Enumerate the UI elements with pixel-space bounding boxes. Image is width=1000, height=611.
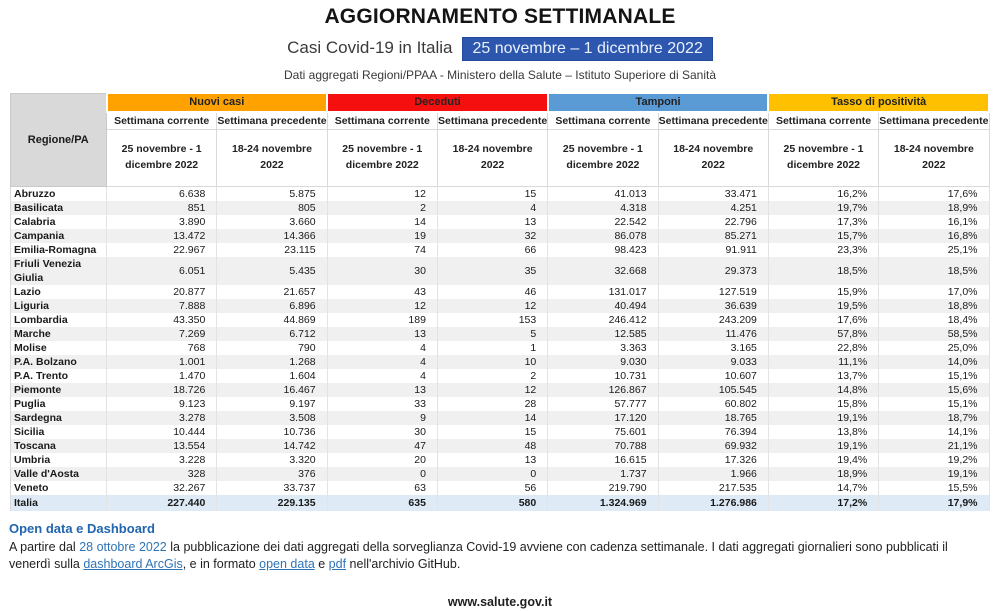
value-cell: 46 — [437, 285, 547, 299]
table-row — [11, 243, 990, 257]
subheader-previous: Settimana precedente — [879, 112, 989, 130]
region-name: Campania — [11, 229, 107, 243]
footer-paragraph — [9, 539, 991, 572]
value-cell: 1.737 — [548, 467, 658, 481]
value-cell: 5.875 — [217, 187, 327, 202]
value-cell: 4 — [327, 341, 437, 355]
region-name: Umbria — [11, 453, 107, 467]
value-cell: 16,1% — [879, 215, 989, 229]
value-cell: 19,1% — [768, 411, 878, 425]
value-cell: 11,1% — [768, 355, 878, 369]
region-name: Italia — [11, 495, 107, 511]
subheader-row — [11, 112, 990, 130]
value-cell: 56 — [437, 481, 547, 495]
value-cell: 15 — [437, 425, 547, 439]
pdf-link[interactable]: pdf — [328, 556, 347, 571]
value-cell: 1.966 — [658, 467, 768, 481]
value-cell: 17,9% — [879, 495, 989, 511]
value-cell: 32 — [437, 229, 547, 243]
date-previous: 18-24 novembre 2022 — [437, 130, 547, 187]
region-name: Liguria — [11, 299, 107, 313]
value-cell: 15,8% — [768, 397, 878, 411]
group-header-deceduti: Deceduti — [327, 94, 548, 112]
region-name: Sardegna — [11, 411, 107, 425]
value-cell: 9.033 — [658, 355, 768, 369]
value-cell: 3.278 — [107, 411, 217, 425]
value-cell: 25,0% — [879, 341, 989, 355]
table-row — [11, 299, 990, 313]
value-cell: 5.435 — [217, 257, 327, 285]
table-row — [11, 215, 990, 229]
value-cell: 1 — [437, 341, 547, 355]
subheader-previous: Settimana precedente — [437, 112, 547, 130]
region-name: P.A. Trento — [11, 369, 107, 383]
value-cell: 86.078 — [548, 229, 658, 243]
table-row — [11, 439, 990, 453]
value-cell: 19,5% — [768, 299, 878, 313]
value-cell: 6.896 — [217, 299, 327, 313]
value-cell: 36.639 — [658, 299, 768, 313]
value-cell: 16.615 — [548, 453, 658, 467]
value-cell: 11.476 — [658, 327, 768, 341]
value-cell: 4 — [327, 369, 437, 383]
value-cell: 10.731 — [548, 369, 658, 383]
value-cell: 75.601 — [548, 425, 658, 439]
value-cell: 13.472 — [107, 229, 217, 243]
value-cell: 19,1% — [879, 467, 989, 481]
value-cell: 43 — [327, 285, 437, 299]
value-cell: 17,0% — [879, 285, 989, 299]
value-cell: 4.318 — [548, 201, 658, 215]
value-cell: 9 — [327, 411, 437, 425]
region-name: Friuli Venezia Giulia — [11, 257, 107, 285]
total-row — [11, 495, 990, 511]
region-name: Lombardia — [11, 313, 107, 327]
table-row — [11, 369, 990, 383]
group-header-tasso-positivita: Tasso di positività — [768, 94, 989, 112]
region-name: Basilicata — [11, 201, 107, 215]
value-cell: 10.607 — [658, 369, 768, 383]
value-cell: 768 — [107, 341, 217, 355]
value-cell: 17.120 — [548, 411, 658, 425]
value-cell: 14.742 — [217, 439, 327, 453]
value-cell: 22.542 — [548, 215, 658, 229]
value-cell: 76.394 — [658, 425, 768, 439]
value-cell: 29.373 — [658, 257, 768, 285]
table-row — [11, 425, 990, 439]
value-cell: 9.123 — [107, 397, 217, 411]
value-cell: 23,3% — [768, 243, 878, 257]
value-cell: 47 — [327, 439, 437, 453]
value-cell: 14,0% — [879, 355, 989, 369]
value-cell: 14.366 — [217, 229, 327, 243]
group-header-row — [11, 94, 990, 112]
value-cell: 6.051 — [107, 257, 217, 285]
value-cell: 805 — [217, 201, 327, 215]
region-column-header: Regione/PA — [11, 94, 107, 187]
dashboard-arcgis-link[interactable]: dashboard ArcGis — [83, 556, 183, 571]
value-cell: 14,8% — [768, 383, 878, 397]
value-cell: 3.228 — [107, 453, 217, 467]
value-cell: 6.712 — [217, 327, 327, 341]
value-cell: 227.440 — [107, 495, 217, 511]
value-cell: 126.867 — [548, 383, 658, 397]
value-cell: 18,5% — [879, 257, 989, 285]
value-cell: 98.423 — [548, 243, 658, 257]
page-title: AGGIORNAMENTO SETTIMANALE — [324, 5, 676, 28]
value-cell: 16,8% — [879, 229, 989, 243]
subheader-current: Settimana corrente — [327, 112, 437, 130]
value-cell: 41.013 — [548, 187, 658, 202]
value-cell: 18.765 — [658, 411, 768, 425]
value-cell: 23.115 — [217, 243, 327, 257]
table-row — [11, 201, 990, 215]
region-name: P.A. Bolzano — [11, 355, 107, 369]
table-row — [11, 355, 990, 369]
value-cell: 58,5% — [879, 327, 989, 341]
value-cell: 7.269 — [107, 327, 217, 341]
value-cell: 18,9% — [768, 467, 878, 481]
value-cell: 12 — [327, 299, 437, 313]
site-url: www.salute.gov.it — [447, 595, 553, 610]
table-row — [11, 453, 990, 467]
value-cell: 15,6% — [879, 383, 989, 397]
value-cell: 9.030 — [548, 355, 658, 369]
value-cell: 13 — [437, 215, 547, 229]
value-cell: 3.363 — [548, 341, 658, 355]
value-cell: 6.638 — [107, 187, 217, 202]
table-row — [11, 285, 990, 299]
value-cell: 66 — [437, 243, 547, 257]
value-cell: 19,7% — [768, 201, 878, 215]
date-current: 25 novembre - 1 dicembre 2022 — [768, 130, 878, 187]
subheader-previous: Settimana precedente — [658, 112, 768, 130]
value-cell: 13 — [437, 453, 547, 467]
value-cell: 10 — [437, 355, 547, 369]
value-cell: 1.001 — [107, 355, 217, 369]
value-cell: 33 — [327, 397, 437, 411]
value-cell: 32.668 — [548, 257, 658, 285]
value-cell: 12 — [437, 383, 547, 397]
region-name: Emilia-Romagna — [11, 243, 107, 257]
value-cell: 17,2% — [768, 495, 878, 511]
group-header-tamponi: Tamponi — [548, 94, 769, 112]
subheader-current: Settimana corrente — [548, 112, 658, 130]
value-cell: 15,5% — [879, 481, 989, 495]
table-row — [11, 397, 990, 411]
table-row — [11, 257, 990, 285]
region-name: Molise — [11, 341, 107, 355]
value-cell: 48 — [437, 439, 547, 453]
value-cell: 16,2% — [768, 187, 878, 202]
value-cell: 30 — [327, 257, 437, 285]
date-previous: 18-24 novembre 2022 — [217, 130, 327, 187]
value-cell: 217.535 — [658, 481, 768, 495]
value-cell: 1.276.986 — [658, 495, 768, 511]
value-cell: 12 — [327, 187, 437, 202]
value-cell: 15,9% — [768, 285, 878, 299]
value-cell: 15,1% — [879, 397, 989, 411]
value-cell: 1.604 — [217, 369, 327, 383]
value-cell: 14,7% — [768, 481, 878, 495]
value-cell: 219.790 — [548, 481, 658, 495]
region-name: Piemonte — [11, 383, 107, 397]
value-cell: 153 — [437, 313, 547, 327]
value-cell: 1.268 — [217, 355, 327, 369]
region-name: Veneto — [11, 481, 107, 495]
value-cell: 44.869 — [217, 313, 327, 327]
value-cell: 1.470 — [107, 369, 217, 383]
region-name: Puglia — [11, 397, 107, 411]
value-cell: 19,1% — [768, 439, 878, 453]
table-row — [11, 411, 990, 425]
value-cell: 12.585 — [548, 327, 658, 341]
value-cell: 13,7% — [768, 369, 878, 383]
value-cell: 4 — [437, 201, 547, 215]
value-cell: 32.267 — [107, 481, 217, 495]
region-name: Valle d'Aosta — [11, 467, 107, 481]
value-cell: 63 — [327, 481, 437, 495]
value-cell: 580 — [437, 495, 547, 511]
table-row — [11, 327, 990, 341]
value-cell: 15 — [437, 187, 547, 202]
value-cell: 43.350 — [107, 313, 217, 327]
value-cell: 18,7% — [879, 411, 989, 425]
value-cell: 33.471 — [658, 187, 768, 202]
value-cell: 2 — [437, 369, 547, 383]
subheader-current: Settimana corrente — [107, 112, 217, 130]
value-cell: 20 — [327, 453, 437, 467]
value-cell: 14 — [437, 411, 547, 425]
value-cell: 246.412 — [548, 313, 658, 327]
footer-text: A partire dal — [9, 540, 80, 555]
value-cell: 635 — [327, 495, 437, 511]
value-cell: 4 — [327, 355, 437, 369]
footer-text: la pubblicazione dei dati aggregati della sorveglianza Covid-19 avviene con cadenza settimanale. I dati aggregati giornalieri sono pubblicati il venerdì sulla — [9, 540, 948, 571]
date-previous: 18-24 novembre 2022 — [879, 130, 989, 187]
value-cell: 3.660 — [217, 215, 327, 229]
source-line: Dati aggregati Regioni/PPAA - Ministero della Salute – Istituto Superiore di Sanità — [283, 68, 717, 82]
group-header-nuovi-casi: Nuovi casi — [107, 94, 328, 112]
footer-text: nell'archivio GitHub. — [346, 556, 461, 571]
subtitle-row — [0, 38, 1000, 58]
value-cell: 5 — [437, 327, 547, 341]
value-cell: 328 — [107, 467, 217, 481]
table-row — [11, 229, 990, 243]
value-cell: 2 — [327, 201, 437, 215]
value-cell: 15,7% — [768, 229, 878, 243]
covid-table-wrapper — [10, 93, 990, 511]
table-row — [11, 383, 990, 397]
value-cell: 13,8% — [768, 425, 878, 439]
region-name: Toscana — [11, 439, 107, 453]
region-name: Calabria — [11, 215, 107, 229]
value-cell: 10.444 — [107, 425, 217, 439]
table-row — [11, 187, 990, 202]
value-cell: 13 — [327, 327, 437, 341]
table-row — [11, 341, 990, 355]
value-cell: 851 — [107, 201, 217, 215]
value-cell: 790 — [217, 341, 327, 355]
table-row — [11, 481, 990, 495]
date-current: 25 novembre - 1 dicembre 2022 — [327, 130, 437, 187]
value-cell: 0 — [327, 467, 437, 481]
subheader-previous: Settimana precedente — [217, 112, 327, 130]
value-cell: 85.271 — [658, 229, 768, 243]
value-cell: 33.737 — [217, 481, 327, 495]
value-cell: 60.802 — [658, 397, 768, 411]
value-cell: 16.467 — [217, 383, 327, 397]
date-28-ottobre-link[interactable]: 28 ottobre 2022 — [79, 540, 167, 555]
table-row — [11, 467, 990, 481]
report-footer — [9, 520, 991, 611]
value-cell: 74 — [327, 243, 437, 257]
value-cell: 229.135 — [217, 495, 327, 511]
value-cell: 131.017 — [548, 285, 658, 299]
value-cell: 7.888 — [107, 299, 217, 313]
subheader-current: Settimana corrente — [768, 112, 878, 130]
footer-text: e — [314, 556, 329, 571]
value-cell: 3.165 — [658, 341, 768, 355]
value-cell: 376 — [217, 467, 327, 481]
value-cell: 17,6% — [768, 313, 878, 327]
open-data-link[interactable]: open data — [259, 556, 315, 571]
table-row — [11, 313, 990, 327]
value-cell: 22.967 — [107, 243, 217, 257]
value-cell: 69.932 — [658, 439, 768, 453]
value-cell: 20.877 — [107, 285, 217, 299]
value-cell: 57,8% — [768, 327, 878, 341]
value-cell: 18,9% — [879, 201, 989, 215]
value-cell: 4.251 — [658, 201, 768, 215]
value-cell: 30 — [327, 425, 437, 439]
value-cell: 35 — [437, 257, 547, 285]
value-cell: 3.890 — [107, 215, 217, 229]
value-cell: 57.777 — [548, 397, 658, 411]
value-cell: 21,1% — [879, 439, 989, 453]
report-header — [0, 0, 1000, 82]
value-cell: 13 — [327, 383, 437, 397]
value-cell: 12 — [437, 299, 547, 313]
value-cell: 22,8% — [768, 341, 878, 355]
value-cell: 40.494 — [548, 299, 658, 313]
value-cell: 70.788 — [548, 439, 658, 453]
value-cell: 9.197 — [217, 397, 327, 411]
value-cell: 3.508 — [217, 411, 327, 425]
value-cell: 21.657 — [217, 285, 327, 299]
value-cell: 18,5% — [768, 257, 878, 285]
date-header-row — [11, 130, 990, 187]
value-cell: 17.326 — [658, 453, 768, 467]
value-cell: 19 — [327, 229, 437, 243]
date-current: 25 novembre - 1 dicembre 2022 — [548, 130, 658, 187]
value-cell: 19,2% — [879, 453, 989, 467]
table-body — [11, 187, 990, 512]
region-name: Abruzzo — [11, 187, 107, 202]
value-cell: 14 — [327, 215, 437, 229]
value-cell: 127.519 — [658, 285, 768, 299]
region-name: Marche — [11, 327, 107, 341]
value-cell: 18,4% — [879, 313, 989, 327]
value-cell: 17,6% — [879, 187, 989, 202]
value-cell: 25,1% — [879, 243, 989, 257]
subtitle-label: Casi Covid-19 in Italia — [287, 38, 453, 57]
region-name: Sicilia — [11, 425, 107, 439]
value-cell: 18.726 — [107, 383, 217, 397]
date-previous: 18-24 novembre 2022 — [658, 130, 768, 187]
date-range-highlight: 25 novembre – 1 dicembre 2022 — [462, 37, 712, 61]
value-cell: 189 — [327, 313, 437, 327]
value-cell: 91.911 — [658, 243, 768, 257]
region-name: Lazio — [11, 285, 107, 299]
value-cell: 13.554 — [107, 439, 217, 453]
table-head — [11, 94, 990, 187]
value-cell: 105.545 — [658, 383, 768, 397]
open-data-dashboard-link[interactable]: Open data e Dashboard — [9, 521, 155, 536]
value-cell: 22.796 — [658, 215, 768, 229]
date-current: 25 novembre - 1 dicembre 2022 — [107, 130, 217, 187]
value-cell: 243.209 — [658, 313, 768, 327]
value-cell: 15,1% — [879, 369, 989, 383]
value-cell: 17,3% — [768, 215, 878, 229]
covid-weekly-table — [10, 93, 990, 511]
value-cell: 10.736 — [217, 425, 327, 439]
value-cell: 3.320 — [217, 453, 327, 467]
value-cell: 28 — [437, 397, 547, 411]
value-cell: 18,8% — [879, 299, 989, 313]
value-cell: 19,4% — [768, 453, 878, 467]
value-cell: 0 — [437, 467, 547, 481]
footer-text: , e in formato — [182, 556, 260, 571]
value-cell: 1.324.969 — [548, 495, 658, 511]
value-cell: 14,1% — [879, 425, 989, 439]
